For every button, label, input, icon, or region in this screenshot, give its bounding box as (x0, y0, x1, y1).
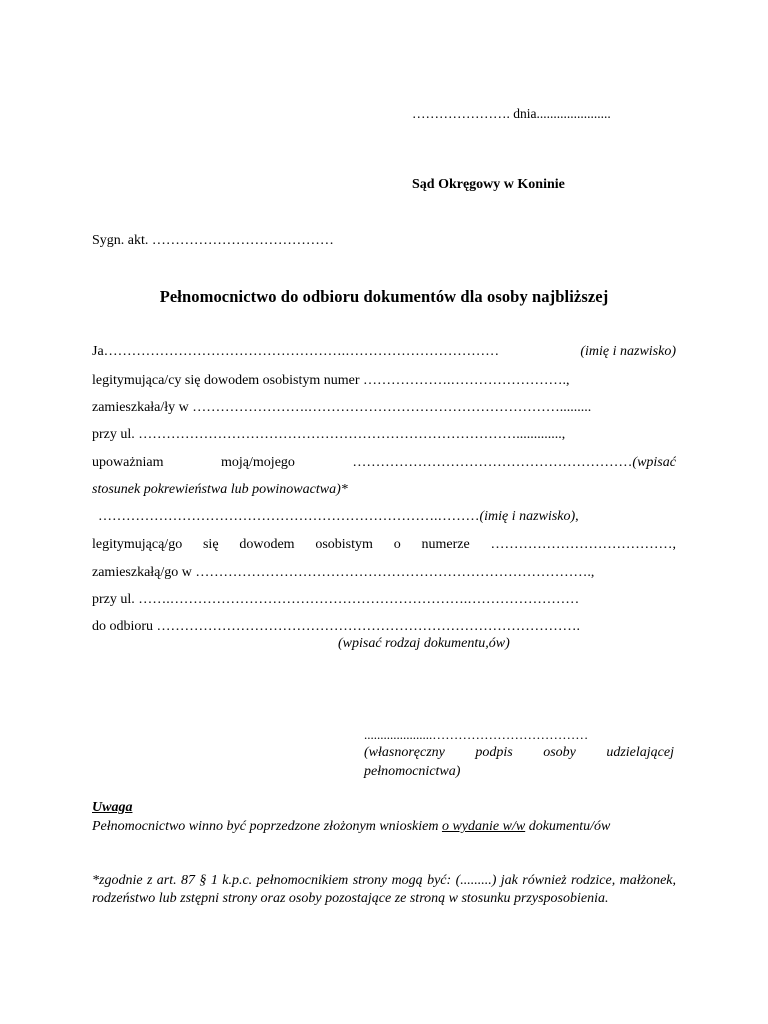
form-line-documents: do odbioru ………………………………………………………………………………. (92, 619, 581, 634)
word-moja-mojego: moją/mojego (221, 455, 295, 470)
note-body (92, 818, 676, 836)
note-body-underlined: o wydanie w/w (441, 819, 526, 834)
note-body-start: Pełnomocnictwo winno być poprzedzone złożonym wnioskiem (92, 819, 439, 834)
hint-documents: (wpisać rodzaj dokumentu,ów) (338, 636, 510, 651)
hint-agent-name: (imię i nazwisko) (479, 509, 576, 524)
note-body-end: dokumentu/ów (528, 819, 611, 834)
case-number-line: Sygn. akt. ………………………………… (92, 233, 334, 248)
hint-name: (imię i nazwisko) (580, 344, 676, 359)
word-numerze: numerze (421, 537, 470, 552)
word-legitymujaca: legitymującą/go (92, 537, 183, 552)
dots-agent-name: ……………………………………………………………….……… (98, 509, 480, 524)
note-heading: Uwaga (92, 800, 133, 815)
word-osobistym: osobistym (315, 537, 373, 552)
word-dowodem: dowodem (239, 537, 295, 552)
dots-principal-name: …………………………………………….…………………………… (103, 344, 500, 359)
signature-line: .....................……………………………… (364, 727, 589, 742)
dots-relationship: …………………………………………………… (352, 455, 633, 470)
label-ja: Ja (92, 344, 104, 359)
hint-relationship-end: stosunek pokrewieństwa lub powinowactwa)* (92, 482, 348, 497)
form-line-principal-id: legitymująca/cy się dowodem osobistym numer ……………….……………………., (92, 373, 570, 388)
word-o: o (393, 537, 401, 552)
word-sie: się (202, 537, 219, 552)
form-line-principal-name (92, 344, 676, 360)
date-line: …………………. dnia...................... (412, 106, 611, 121)
comma: , (575, 509, 579, 524)
form-line-agent-name (92, 509, 676, 525)
form-line-agent-address: zamieszkałą/go w …………………………………………………………………………., (92, 565, 595, 580)
form-line-agent-street: przy ul. …….……………………………………………………….…………………… (92, 592, 580, 607)
word-upowazniam: upoważniam (92, 455, 164, 470)
form-line-principal-address: zamieszkała/ły w …………………….………………………………………………......... (92, 400, 592, 415)
document-title: Pełnomocnictwo do odbioru dokumentów dla osoby najbliższej (159, 287, 609, 306)
dots-agent-id: …………………………………, (490, 537, 676, 552)
hint-relationship-start: (wpisać (632, 455, 676, 470)
footnote: *zgodnie z art. 87 § 1 k.p.c. pełnomocnikiem strony mogą być: (.........) jak również rodzice, małżonek, rodzeństwo lub zstępni strony oraz osoby pozostające ze stroną w stosunku przysposobienia. (92, 873, 676, 906)
signature-caption: (własnoręczny podpis osoby udzielającej pełnomocnictwa) (364, 745, 674, 779)
form-line-agent-id (92, 537, 676, 553)
court-name: Sąd Okręgowy w Koninie (412, 177, 565, 192)
form-line-authorize (92, 455, 676, 471)
form-line-principal-street: przy ul. ………………………………………………………………………............., (92, 427, 566, 442)
